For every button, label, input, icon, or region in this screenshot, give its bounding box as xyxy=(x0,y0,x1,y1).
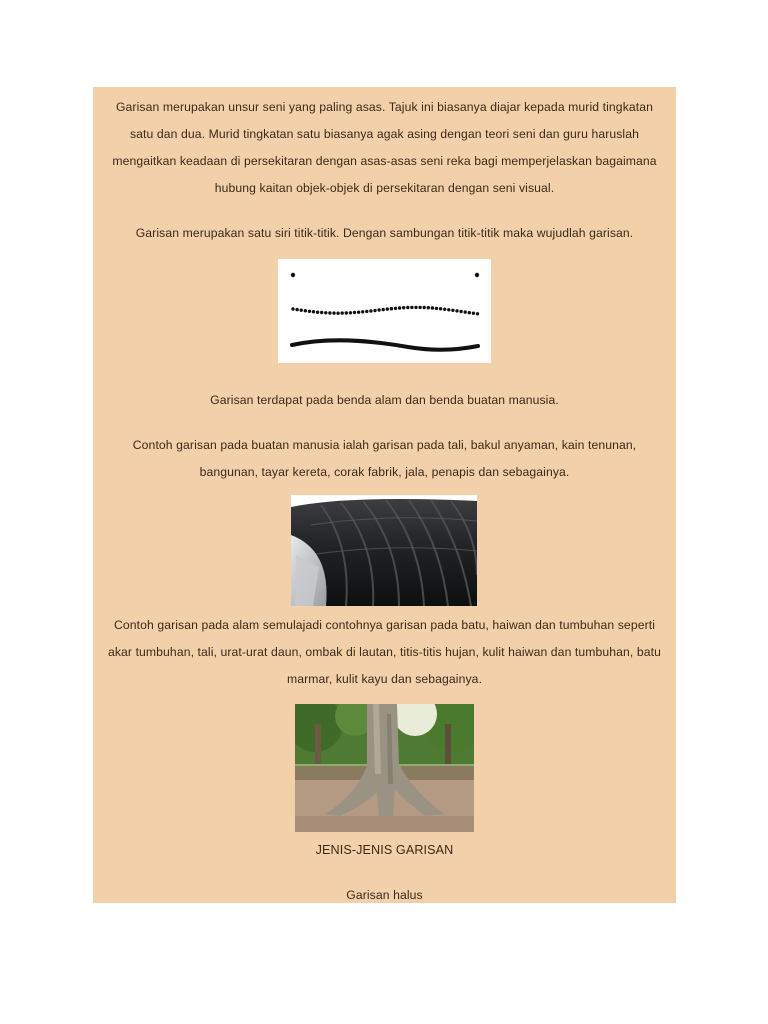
manmade-line: Contoh garisan pada buatan manusia ialah garisan pada tali, bakul anyaman, kain tenunan, xyxy=(132,438,637,452)
dot xyxy=(423,306,426,309)
dot xyxy=(291,307,294,310)
dot xyxy=(435,307,438,310)
dot xyxy=(300,309,303,312)
dot xyxy=(464,310,467,313)
dot xyxy=(295,308,298,311)
dot xyxy=(447,308,450,311)
dot xyxy=(336,312,339,315)
tree-roots-photo xyxy=(295,704,474,832)
dot xyxy=(406,306,409,309)
dot xyxy=(316,311,319,314)
dot xyxy=(382,308,385,311)
dot xyxy=(455,309,458,312)
dot xyxy=(451,309,454,312)
occurrence-paragraph: Garisan terdapat pada benda alam dan benda buatan manusia. xyxy=(210,393,559,407)
subheading-garisan-halus: Garisan halus xyxy=(346,888,423,902)
dot xyxy=(439,307,442,310)
natural-line: marmar, kulit kayu dan sebagainya. xyxy=(286,672,483,686)
dot xyxy=(414,306,417,309)
dot xyxy=(328,311,331,314)
dot xyxy=(308,310,311,313)
dots-to-line-diagram xyxy=(278,259,491,363)
dot xyxy=(402,306,405,309)
section-heading: JENIS-JENIS GARISAN xyxy=(315,843,454,857)
dot xyxy=(312,310,315,313)
manmade-paragraph xyxy=(93,432,676,486)
dot xyxy=(345,311,348,314)
intro-line: mengaitkan keadaan di persekitaran dengan asas-asas seni reka bagi memperjelaskan bagaimana xyxy=(112,154,657,168)
dot xyxy=(472,312,475,315)
natural-paragraph xyxy=(93,612,676,693)
dot xyxy=(320,311,323,314)
dot xyxy=(324,311,327,314)
dot xyxy=(304,309,307,312)
dot xyxy=(369,309,372,312)
dot xyxy=(377,308,380,311)
dot xyxy=(353,311,356,314)
dot xyxy=(349,311,352,314)
dot xyxy=(468,311,471,314)
natural-line: Contoh garisan pada alam semulajadi contohnya garisan pada batu, haiwan dan tumbuhan seperti xyxy=(113,618,656,632)
dot xyxy=(459,310,462,313)
intro-line: Garisan merupakan unsur seni yang paling asas. Tajuk ini biasanya diajar kepada murid tingkatan xyxy=(115,100,654,114)
dot xyxy=(410,306,413,309)
manmade-line: bangunan, tayar kereta, corak fabrik, jala, penapis dan sebagainya. xyxy=(199,465,570,479)
dot xyxy=(365,310,368,313)
dot xyxy=(418,306,421,309)
intro-line: hubung kaitan objek-objek di persekitaran dengan seni visual. xyxy=(214,181,555,195)
dot xyxy=(476,312,479,315)
dot xyxy=(373,309,376,312)
dot xyxy=(431,306,434,309)
definition-paragraph: Garisan merupakan satu siri titik-titik. Dengan sambungan titik-titik maka wujudlah garisan. xyxy=(135,226,634,240)
intro-line: satu dan dua. Murid tingkatan satu biasanya agak asing dengan teori seni dan guru haruslah xyxy=(129,127,640,141)
car-tyre-photo xyxy=(291,495,477,606)
dot xyxy=(386,307,389,310)
natural-line: akar tumbuhan, tali, urat-urat daun, ombak di lautan, titis-titis hujan, kulit haiwan dan tumbuhan, batu xyxy=(107,645,662,659)
content-panel xyxy=(93,87,676,903)
dot xyxy=(443,308,446,311)
dot xyxy=(390,307,393,310)
dot xyxy=(361,310,364,313)
dot xyxy=(357,311,360,314)
dot xyxy=(398,306,401,309)
dot xyxy=(427,306,430,309)
dot xyxy=(394,307,397,310)
dot xyxy=(341,311,344,314)
dot xyxy=(332,311,335,314)
intro-paragraph xyxy=(93,94,676,202)
